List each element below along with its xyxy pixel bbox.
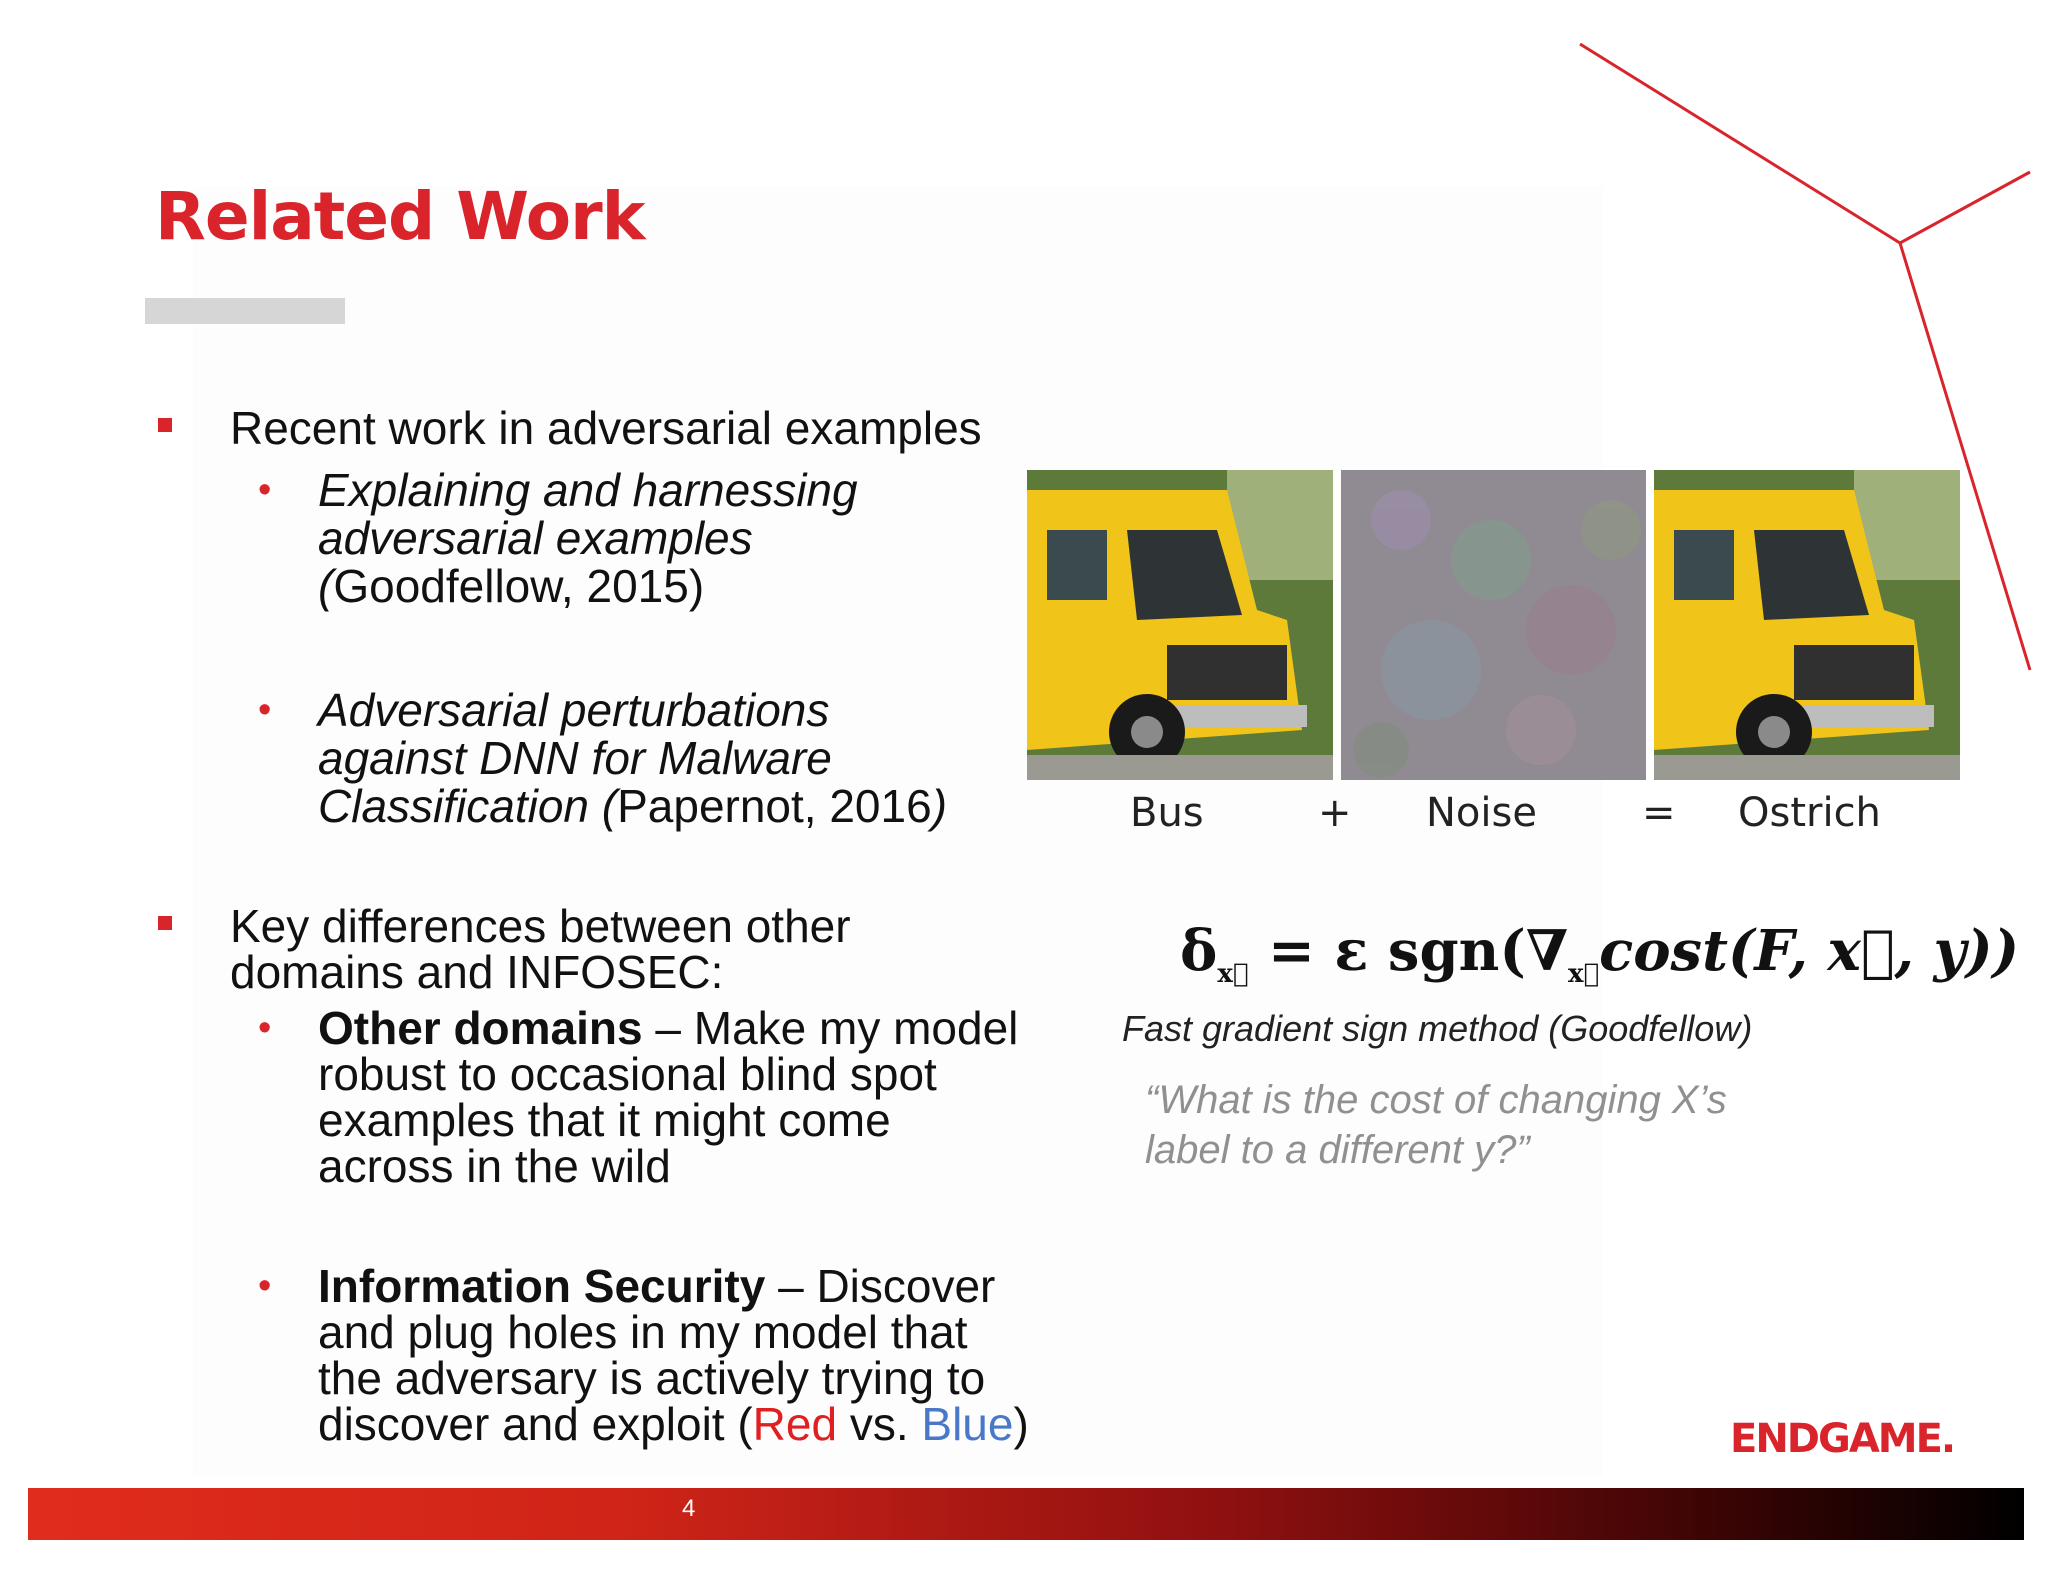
bullet-text: Recent work in adversarial examples bbox=[230, 402, 982, 454]
ostrich-label: Ostrich bbox=[1738, 790, 1881, 836]
square-bullet-icon bbox=[158, 418, 172, 432]
endgame-logo: ENDGAME. bbox=[1730, 1416, 1955, 1462]
sub-bullet-line: Other domains – Make my model bbox=[318, 1002, 1019, 1054]
bus-image bbox=[1027, 470, 1333, 780]
dot-bullet-icon: • bbox=[258, 1265, 272, 1307]
noise-label: Noise bbox=[1426, 790, 1537, 836]
sub-bullet-line: across in the wild bbox=[318, 1140, 671, 1192]
fgsm-formula: $\delta_{x⃗} = \varepsilon$ $sgn(\nabla_{x⃗}\cos t(F$, x⃗, y)) bbox=[1180, 918, 2020, 990]
title-underline-bar bbox=[145, 298, 345, 324]
adversarial-example-figure bbox=[1027, 470, 1960, 780]
sub-bullet-line: (Goodfellow, 2015) bbox=[318, 560, 705, 612]
sub-bullet-line: Explaining and harnessing bbox=[318, 464, 858, 516]
bus-label: Bus bbox=[1130, 790, 1204, 836]
bullet-text: domains and INFOSEC: bbox=[230, 946, 724, 998]
sub-bullet-line: discover and exploit (Red vs. Blue) bbox=[318, 1398, 1029, 1450]
noise-image bbox=[1341, 470, 1647, 780]
sub-bullet-line: Information Security – Discover bbox=[318, 1260, 996, 1312]
dot-bullet-icon: • bbox=[258, 469, 272, 511]
sub-bullet-line: and plug holes in my model that bbox=[318, 1306, 968, 1358]
slide-title: Related Work bbox=[155, 178, 645, 255]
plus-sign: + bbox=[1318, 790, 1352, 836]
footer-gradient-bar bbox=[28, 1488, 2024, 1540]
equals-sign: = bbox=[1642, 790, 1676, 836]
sub-bullet-line: Classification (Papernot, 2016) bbox=[318, 780, 948, 832]
sub-bullet-line: Adversarial perturbations bbox=[318, 684, 830, 736]
formula-caption: Fast gradient sign method (Goodfellow) bbox=[1122, 1008, 1753, 1049]
page-number: 4 bbox=[682, 1495, 696, 1522]
square-bullet-icon bbox=[158, 916, 172, 930]
sub-bullet-line: examples that it might come bbox=[318, 1094, 891, 1146]
sub-bullet-line: against DNN for Malware bbox=[318, 732, 832, 784]
ostrich-classified-bus-image bbox=[1654, 470, 1960, 780]
dot-bullet-icon: • bbox=[258, 689, 272, 731]
sub-bullet-line: the adversary is actively trying to bbox=[318, 1352, 986, 1404]
quote-text: “What is the cost of changing X’s label to a different y?” bbox=[1145, 1078, 1727, 1172]
sub-bullet-line: robust to occasional blind spot bbox=[318, 1048, 937, 1100]
bullet-text: Key differences between other bbox=[230, 900, 851, 952]
sub-bullet-line: adversarial examples bbox=[318, 512, 753, 564]
dot-bullet-icon: • bbox=[258, 1007, 272, 1049]
